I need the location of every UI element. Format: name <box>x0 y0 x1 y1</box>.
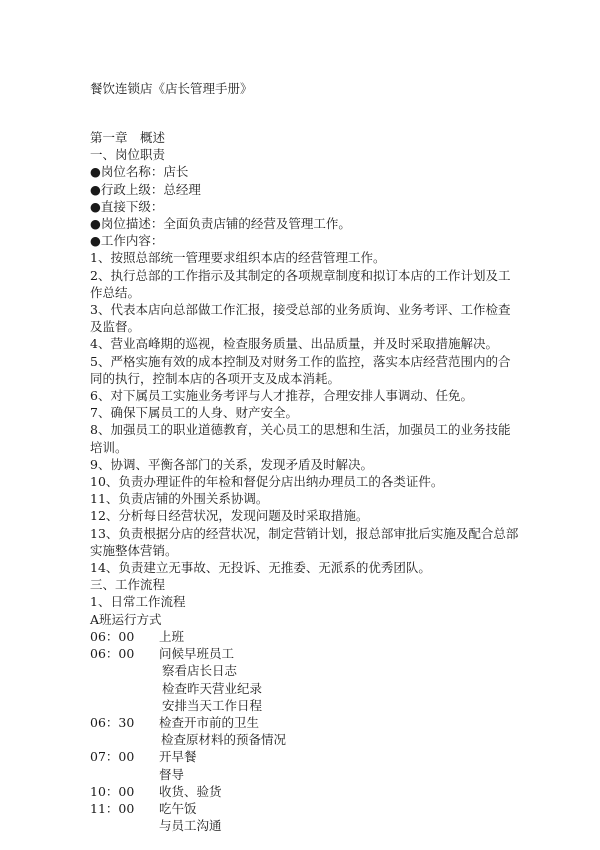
schedule-row <box>90 817 520 834</box>
schedule-activity: 问候早班员工 <box>159 646 235 662</box>
schedule-row <box>90 680 520 697</box>
schedule-row <box>90 714 520 731</box>
schedule-time: 07：00 <box>90 749 135 765</box>
schedule-time: 06：00 <box>90 628 135 644</box>
bullet-item: ●岗位名称：店长 <box>90 164 189 180</box>
schedule-activity: 检查原材料的预备情况 <box>161 732 287 748</box>
bullet-item: ●行政上级：总经理 <box>90 181 201 197</box>
subsection-heading: 1、日常工作流程 <box>90 594 186 610</box>
duty-item: 13、负责根据分店的经营状况，制定营销计划，报总部审批后实施及配合总部实施整体营销。 <box>90 525 519 558</box>
schedule-row <box>90 748 520 765</box>
duty-item: 8、加强员工的职业道德教育，关心员工的思想和生活，加强员工的业务技能培训。 <box>90 422 511 455</box>
duty-item: 7、确保下属员工的人身、财产安全。 <box>90 405 298 421</box>
schedule-activity: 上班 <box>159 628 185 644</box>
section-heading-workflow: 三、工作流程 <box>90 577 166 593</box>
schedule-activity: 收货、验货 <box>159 783 222 799</box>
duty-item: 9、协调、平衡各部门的关系，发现矛盾及时解决。 <box>90 456 373 472</box>
schedule-activity: 察看店长日志 <box>162 663 238 679</box>
duty-item: 1、按照总部统一管理要求组织本店的经营管理工作。 <box>90 250 386 266</box>
schedule-activity: 检查昨天营业纪录 <box>162 680 263 696</box>
schedule-activity: 吃午饭 <box>159 800 197 816</box>
schedule-time: 10：00 <box>90 783 135 799</box>
schedule-activity: 检查开市前的卫生 <box>159 714 260 730</box>
schedule-activity: 开早餐 <box>159 749 197 765</box>
schedule-row <box>90 800 520 817</box>
document-body <box>90 129 520 834</box>
schedule-time: 11：00 <box>90 800 135 816</box>
schedule-row <box>90 731 520 748</box>
schedule-row <box>90 697 520 714</box>
duty-item: 2、执行总部的工作指示及其制定的各项规章制度和拟订本店的工作计划及工作总结。 <box>90 267 511 300</box>
schedule-row <box>90 662 520 679</box>
schedule-activity: 督导 <box>159 766 185 782</box>
duty-item: 3、代表本店向总部做工作汇报，接受总部的业务质询、业务考评、工作检查及监督。 <box>90 302 511 335</box>
duty-item: 12、分析每日经营状况，发现问题及时采取措施。 <box>90 508 369 524</box>
duty-item: 14、负责建立无事故、无投诉、无推委、无派系的优秀团队。 <box>90 560 431 576</box>
schedule-activity: 安排当天工作日程 <box>162 697 263 713</box>
schedule-row <box>90 766 520 783</box>
schedule-row <box>90 645 520 662</box>
schedule-time: 06：30 <box>90 714 135 730</box>
duty-item: 5、严格实施有效的成本控制及对财务工作的监控，落实本店经营范围内的合同的执行，控制本店的各项开支及成本消耗。 <box>90 353 511 386</box>
chapter-heading: 第一章 概述 <box>90 130 166 145</box>
shift-heading: A班运行方式 <box>90 611 162 627</box>
schedule-activity: 与员工沟通 <box>159 818 222 834</box>
duty-item: 11、负责店铺的外围关系协调。 <box>90 491 269 507</box>
document-title: 餐饮连锁店《店长管理手册》 <box>90 81 253 96</box>
bullet-item: ●工作内容： <box>90 233 164 249</box>
schedule-time: 06：00 <box>90 646 135 662</box>
bullet-item: ●直接下级： <box>90 198 164 214</box>
schedule-row <box>90 628 520 645</box>
duty-item: 10、负责办理证件的年检和督促分店出纳办理员工的各类证件。 <box>90 474 444 490</box>
section-heading-duties: 一、岗位职责 <box>90 147 166 163</box>
schedule-row <box>90 783 520 800</box>
duty-item: 6、对下属员工实施业务考评与人才推荐，合理安排人事调动、任免。 <box>90 388 473 404</box>
duty-item: 4、营业高峰期的巡视，检查服务质量、出品质量，并及时采取措施解决。 <box>90 336 498 352</box>
bullet-item: ●岗位描述：全面负责店铺的经营及管理工作。 <box>90 216 351 232</box>
